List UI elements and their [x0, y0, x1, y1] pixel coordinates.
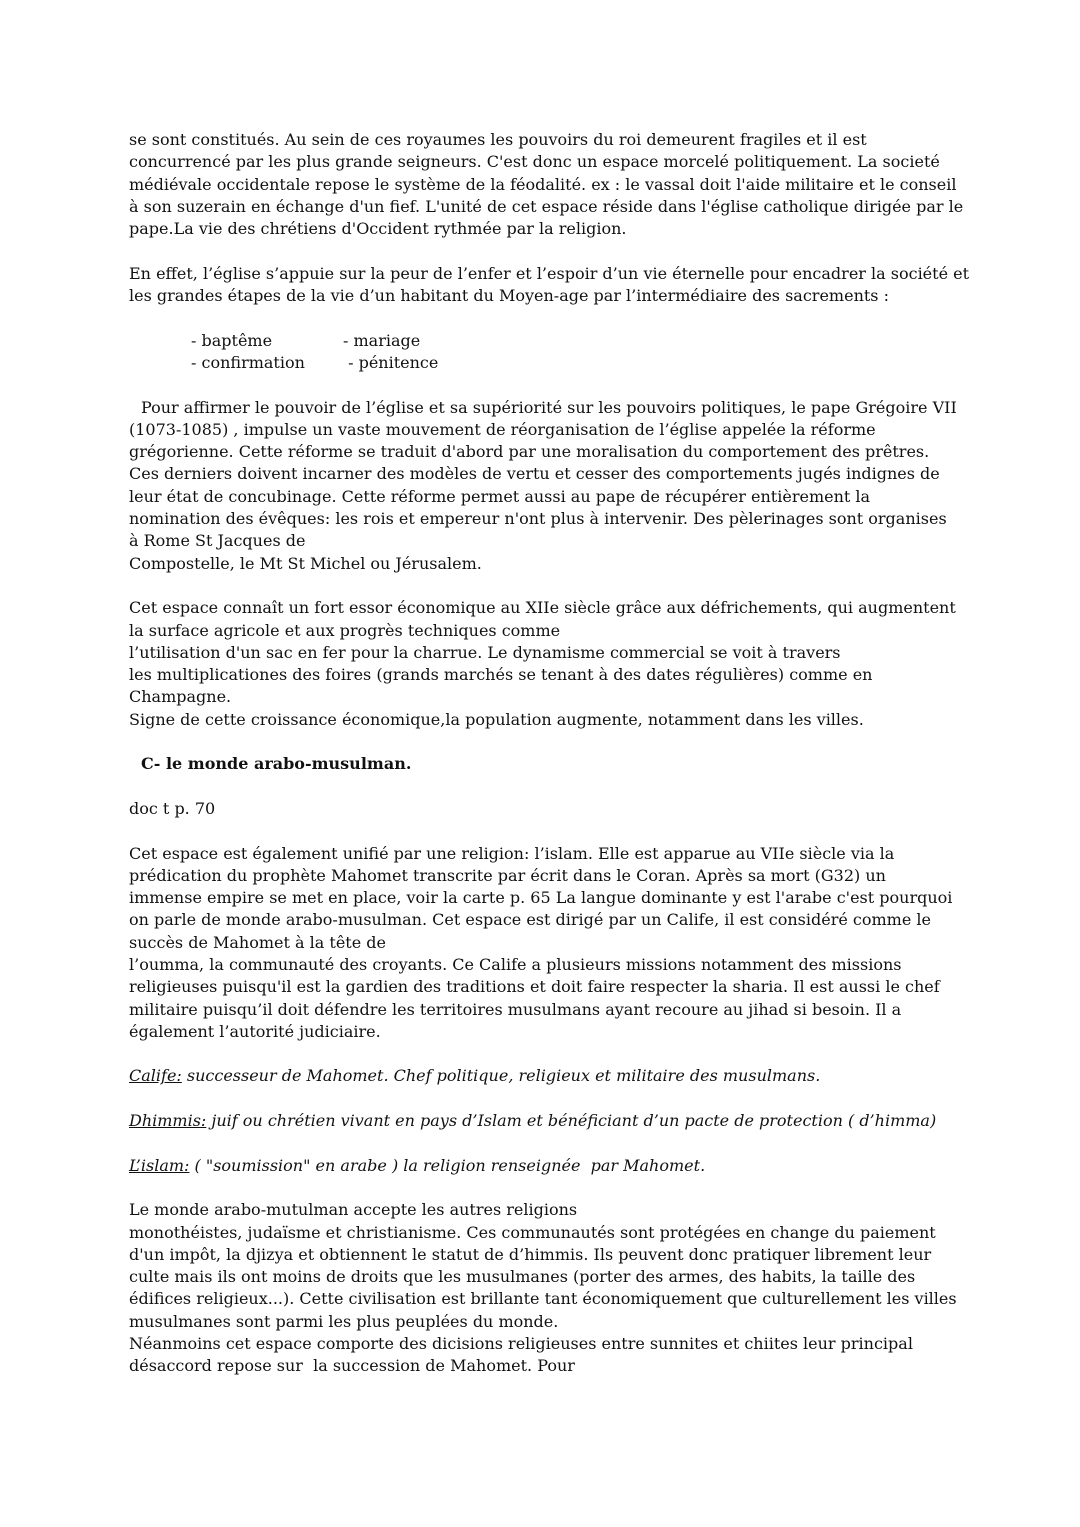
paragraph-sacrements-intro: [129, 263, 970, 308]
definition-text: juif ou chrétien vivant en pays d’Islam et bénéficiant d’un pacte de protection ( d’himma): [206, 1111, 937, 1131]
text-line: la surface agricole et aux progrès techniques comme: [129, 620, 561, 640]
text-line: Cet espace connaît un fort essor économique au XIIe siècle grâce aux défrichements, qui augmentent: [129, 598, 956, 618]
text-line: on parle de monde arabo-musulman. Cet espace est dirigé par un Calife, il est considéré comme le: [129, 910, 931, 930]
text-line: Ces derniers doivent incarner des modèles de vertu et cesser des comportements jugés indignes de: [129, 464, 940, 484]
paragraph-tolerance-religieuse: [129, 1199, 970, 1377]
text-line: désaccord repose sur la succession de Mahomet. Pour: [129, 1356, 575, 1376]
text-line: Le monde arabo-mutulman accepte les autres religions: [129, 1200, 578, 1220]
text-line: les grandes étapes de la vie d’un habitant du Moyen-age par l’intermédiaire des sacrements :: [129, 286, 889, 306]
definition-dhimmis: [129, 1110, 970, 1132]
text-line: immense empire se met en place, voir la carte p. 65 La langue dominante y est l'arabe c'est pourquoi: [129, 888, 953, 908]
text-line: concurrencé par les plus grande seigneurs. C'est donc un espace morcelé politiquement. La societé: [129, 152, 940, 172]
text-line: Néanmoins cet espace comporte des dicisions religieuses entre sunnites et chiites leur principal: [129, 1334, 913, 1354]
text-line: leur état de concubinage. Cette réforme permet aussi au pape de récupérer entièrement la: [129, 486, 871, 506]
text-line: médiévale occidentale repose le système de la féodalité. ex : le vassal doit l'aide militaire et le conseil: [129, 174, 957, 194]
definition-term: L’islam:: [129, 1155, 190, 1175]
text-line: également l’autorité judiciaire.: [129, 1021, 381, 1041]
text-line: Compostelle, le Mt St Michel ou Jérusalem.: [129, 553, 482, 573]
text-line: se sont constitués. Au sein de ces royaumes les pouvoirs du roi demeurent fragiles et il est: [129, 130, 867, 149]
paragraph-reforme-gregorienne: [129, 397, 970, 575]
paragraph-essor-economique: [129, 597, 970, 731]
definition-term: Calife:: [129, 1066, 182, 1086]
doc-reference: doc t p. 70: [129, 798, 216, 818]
text-line: prédication du prophète Mahomet transcrite par écrit dans le Coran. Après sa mort (G32) un: [129, 865, 886, 885]
text-line: à son suzerain en échange d'un fief. L'unité de cet espace réside dans l'église catholique dirigée par le: [129, 196, 964, 216]
text-line: Cet espace est également unifié par une religion: l’islam. Elle est apparue au VIIe siècle via la: [129, 843, 895, 863]
text-line: musulmanes sont parmi les plus peuplées du monde.: [129, 1311, 559, 1331]
list-item: - baptême: [191, 330, 273, 350]
text-line: pape.La vie des chrétiens d'Occident rythmée par la religion.: [129, 219, 627, 239]
text-line: En effet, l’église s’appuie sur la peur de l’enfer et l’espoir d’un vie éternelle pour encadrer la société et: [129, 263, 970, 283]
text-line: militaire puisqu’il doit défendre les territoires musulmans ayant recoure au jihad si besoin. Il a: [129, 999, 902, 1019]
text-line: (1073-1085) , impulse un vaste mouvement de réorganisation de l’église appelée la réforme: [129, 419, 876, 439]
paragraph-feodalite: [129, 129, 970, 240]
text-line: culte mais ils ont moins de droits que les musulmanes (porter des armes, des habits, la taille des: [129, 1267, 916, 1287]
definition-calife: [129, 1065, 970, 1087]
definition-term: Dhimmis:: [129, 1111, 207, 1131]
text-line: les multiplicationes des foires (grands marchés se tenant à des dates régulières) comme en: [129, 665, 873, 685]
text-line: l’oumma, la communauté des croyants. Ce Calife a plusieurs missions notamment des missions: [129, 954, 902, 974]
text-line: à Rome St Jacques de: [129, 531, 306, 551]
definition-text: ( "soumission" en arabe ) la religion renseignée par Mahomet.: [189, 1155, 706, 1175]
text-line: monothéistes, judaïsme et christianisme. Ces communautés sont protégées en change du paiement: [129, 1222, 936, 1242]
definition-text: successeur de Mahomet. Chef politique, religieux et militaire des musulmans.: [181, 1066, 821, 1086]
sacrements-list: [191, 330, 970, 375]
paragraph-islam: [129, 843, 970, 1044]
list-item: - mariage: [343, 330, 421, 350]
text-line: d'un impôt, la djizya et obtiennent le statut de d’himmis. Ils peuvent donc pratiquer librement leur: [129, 1244, 932, 1264]
text-line: Champagne.: [129, 687, 232, 707]
text-line: nomination des évêques: les rois et empereur n'ont plus à intervenir. Des pèlerinages sont organises: [129, 509, 947, 529]
text-line: l’utilisation d'un sac en fer pour la charrue. Le dynamisme commercial se voit à travers: [129, 642, 841, 662]
list-item: - pénitence: [343, 352, 439, 372]
definition-islam: [129, 1155, 970, 1177]
text-line: religieuses puisqu'il est la gardien des traditions et doit faire respecter la sharia. Il est aussi le chef: [129, 977, 940, 997]
text-line: Signe de cette croissance économique,la population augmente, notamment dans les villes.: [129, 709, 864, 729]
text-line: succès de Mahomet à la tête de: [129, 932, 386, 952]
list-item: - confirmation: [191, 352, 305, 372]
text-line: édifices religieux...). Cette civilisation est brillante tant économiquement que culturellement les villes: [129, 1289, 957, 1309]
text-line: grégorienne. Cette réforme se traduit d'abord par une moralisation du comportement des prêtres.: [129, 442, 930, 462]
section-heading: C- le monde arabo-musulman.: [141, 754, 412, 774]
text-line: Pour affirmer le pouvoir de l’église et sa supériorité sur les pouvoirs politiques, le pape Grégoire VII: [141, 397, 957, 417]
